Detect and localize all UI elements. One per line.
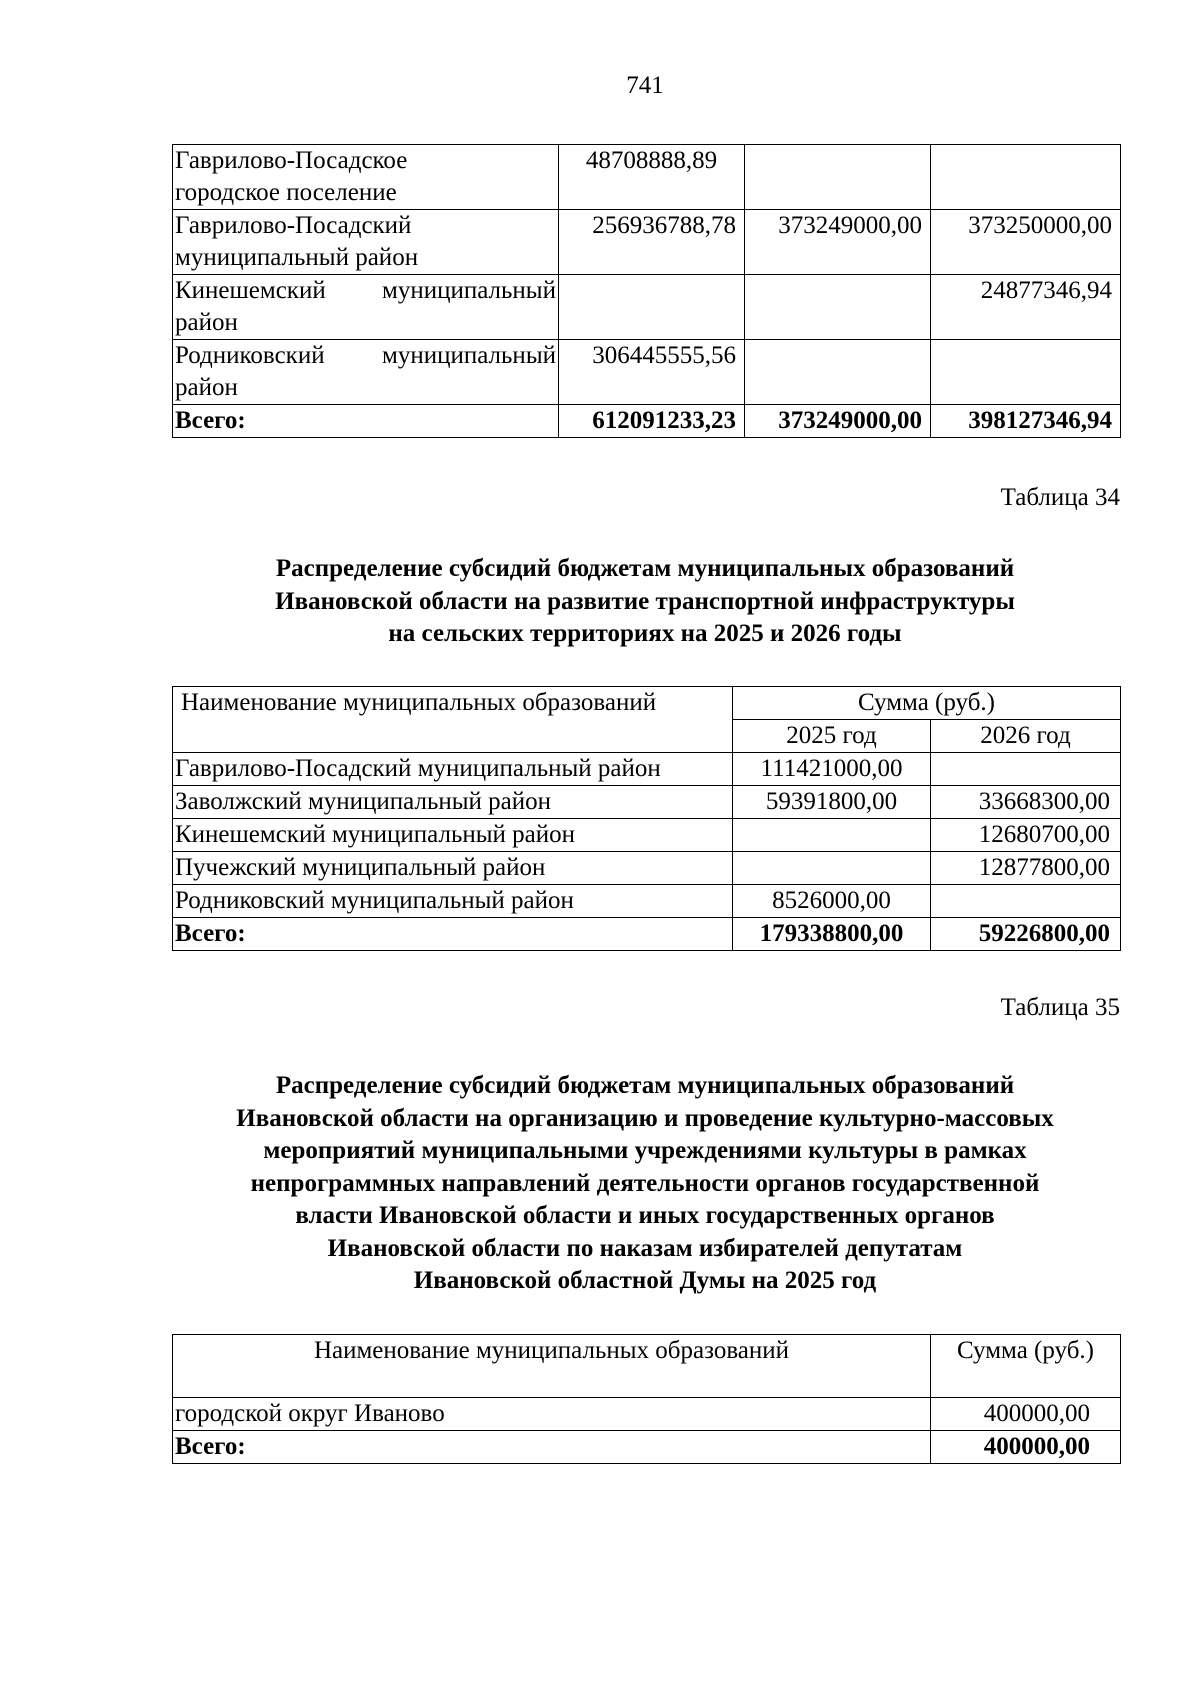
total-value: 373249000,00 [745, 405, 931, 438]
table-35 [172, 1334, 1121, 1464]
table-row [173, 340, 1121, 405]
total-row [173, 918, 1121, 951]
table-row [173, 852, 1121, 885]
continued-table [172, 144, 1121, 438]
cell-value [559, 275, 745, 340]
cell-value [745, 340, 931, 405]
table-caption: Таблица 35 [1000, 994, 1120, 1021]
header-year: 2026 год [931, 720, 1121, 753]
header-year: 2025 год [733, 720, 931, 753]
cell-value: 48708888,89 [559, 145, 745, 210]
cell-value: 12680700,00 [931, 819, 1121, 852]
table-row [173, 786, 1121, 819]
page-number: 741 [626, 72, 664, 99]
header-sum: Сумма (руб.) [931, 1335, 1121, 1398]
row-name: Гаврилово-Посадский муниципальный район [173, 210, 559, 275]
header-name: Наименование муниципальных образований [173, 687, 733, 753]
cell-value [931, 753, 1121, 786]
cell-value: 256936788,78 [559, 210, 745, 275]
cell-value: 111421000,00 [733, 753, 931, 786]
cell-value [745, 275, 931, 340]
cell-value: 373249000,00 [745, 210, 931, 275]
cell-value: 12877800,00 [931, 852, 1121, 885]
cell-value [931, 145, 1121, 210]
table-row [173, 210, 1121, 275]
cell-value: 306445555,56 [559, 340, 745, 405]
row-name: Родниковский муниципальный район [173, 885, 733, 918]
cell-value [931, 885, 1121, 918]
table-row [173, 753, 1121, 786]
row-name: Родниковский муниципальный район [173, 340, 559, 405]
row-name: Пучежский муниципальный район [173, 852, 733, 885]
cell-value [733, 819, 931, 852]
table-34 [172, 686, 1121, 951]
table-title: Распределение субсидий бюджетам муниципальных образований Ивановской области на развитие транспортной инфраструктуры на сельских территориях на 2025 и 2026 годы [275, 555, 1015, 647]
row-name: Заволжский муниципальный район [173, 786, 733, 819]
total-value: 179338800,00 [733, 918, 931, 951]
cell-value: 24877346,94 [931, 275, 1121, 340]
total-label: Всего: [173, 405, 559, 438]
row-name: Кинешемский муниципальный район [173, 819, 733, 852]
table-title: Распределение субсидий бюджетам муниципальных образований Ивановской области на организацию и проведение культурно-массовых мероприятий муниципальными учреждениями культуры в рамках непрограммных направлений деятельности органов государственной власти Ивановской области и иных государственных органов Ивановской области по наказам избирателей депутатам Ивановской областной Думы на 2025 год [236, 1072, 1054, 1294]
cell-value: 8526000,00 [733, 885, 931, 918]
header-name: Наименование муниципальных образований [173, 1335, 931, 1398]
total-value: 59226800,00 [931, 918, 1121, 951]
row-name: Кинешемский муниципальный район [173, 275, 559, 340]
cell-value [733, 852, 931, 885]
table-row [173, 885, 1121, 918]
cell-value [745, 145, 931, 210]
cell-value: 59391800,00 [733, 786, 931, 819]
total-label: Всего: [173, 1431, 931, 1464]
cell-value: 373250000,00 [931, 210, 1121, 275]
table-row [173, 819, 1121, 852]
table-row [173, 275, 1121, 340]
table-row [173, 1398, 1121, 1431]
table-caption: Таблица 34 [1000, 484, 1120, 511]
total-value: 398127346,94 [931, 405, 1121, 438]
total-row [173, 405, 1121, 438]
cell-value: 400000,00 [931, 1398, 1121, 1431]
row-name: городской округ Иваново [173, 1398, 931, 1431]
table-row [173, 145, 1121, 210]
cell-value: 33668300,00 [931, 786, 1121, 819]
row-name: Гаврилово-Посадское городское поселение [173, 145, 559, 210]
cell-value [931, 340, 1121, 405]
total-value: 400000,00 [931, 1431, 1121, 1464]
row-name: Гаврилово-Посадский муниципальный район [173, 753, 733, 786]
header-sum: Сумма (руб.) [733, 687, 1121, 720]
total-row [173, 1431, 1121, 1464]
total-value: 612091233,23 [559, 405, 745, 438]
total-label: Всего: [173, 918, 733, 951]
